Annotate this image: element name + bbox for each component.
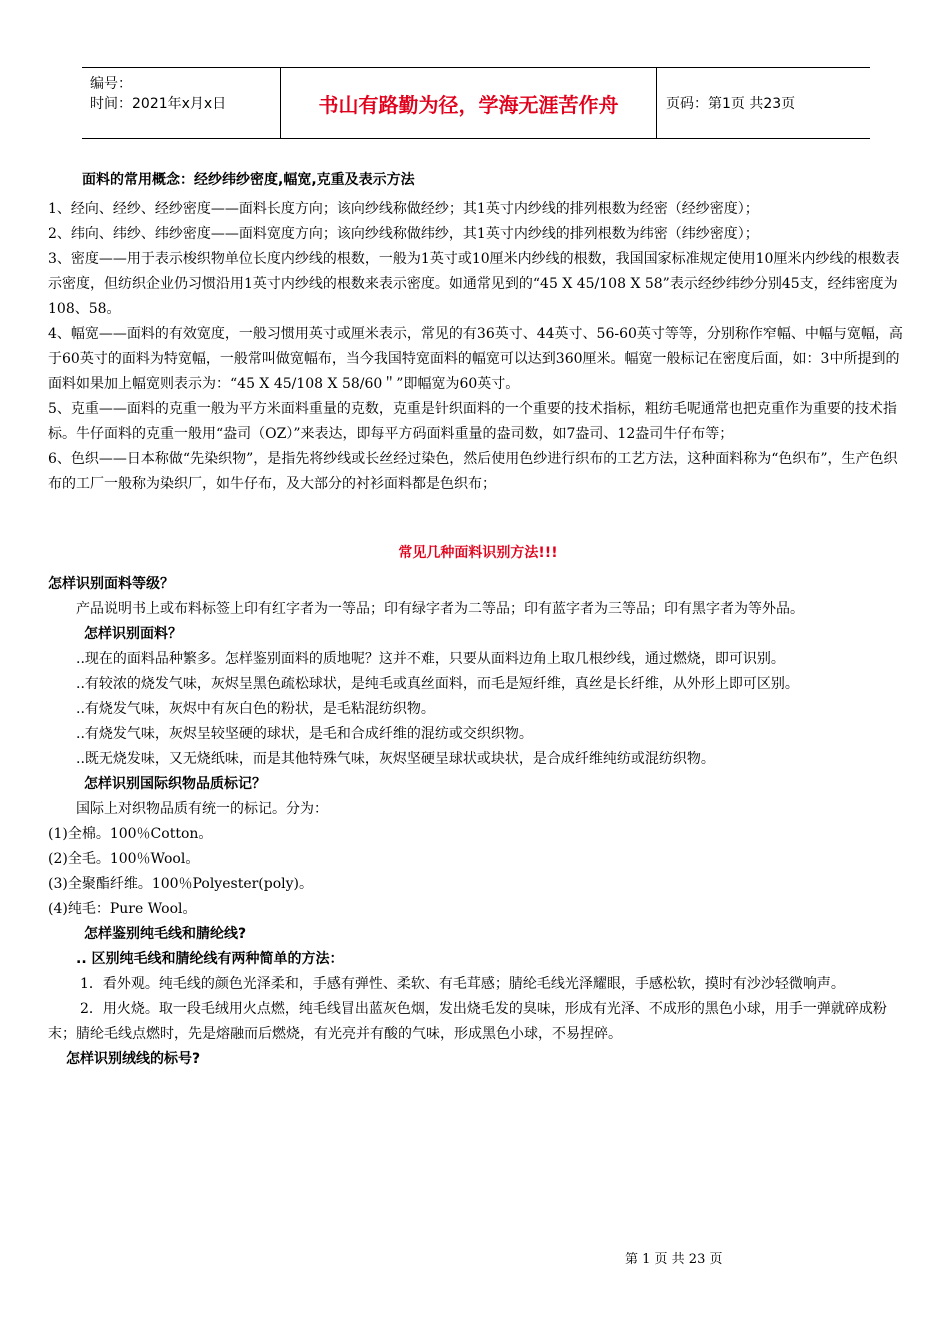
question-heading: 怎样识别绒线的标号? xyxy=(66,1051,201,1067)
question-heading: 怎样识别面料等级？ xyxy=(48,576,174,592)
answer-paragraph: ..有较浓的烧发气味，灰烬呈黑色疏松球状，是纯毛或真丝面料，而毛是短纤维，真丝是长纤维，从外形上即可区别。 xyxy=(76,676,799,692)
sub-heading: .. 区别纯毛线和腈纶线有两种简单的方法： xyxy=(76,951,344,967)
list-item: (4)纯毛：Pure Wool。 xyxy=(48,901,197,917)
list-item: (1)全棉。100％Cotton。 xyxy=(48,826,213,842)
answer-paragraph: 国际上对织物品质有统一的标记。分为： xyxy=(76,801,328,817)
answer-paragraph: 1．看外观。纯毛线的颜色光泽柔和，手感有弹性、柔软、有毛茸感；腈纶毛线光泽耀眼，手感松软，摸时有沙沙轻微响声。 xyxy=(80,976,845,992)
question-heading: 怎样鉴别纯毛线和腈纶线? xyxy=(84,926,247,942)
concept-item: 4、幅宽——面料的有效宽度，一般习惯用英寸或厘米表示，常见的有36英寸、44英寸、56-60英寸等等，分别称作窄幅、中幅与宽幅，高于60英寸的面料为特宽幅，一般常叫做宽幅布，当今我国特宽面料的幅宽可以达到360厘米。幅宽一般标记在密度后面，如：3中所提到的面料如果加上幅宽则表示为：“45 X 45/108 X 58/60＂”即幅宽为60英寸。 xyxy=(48,326,903,392)
section-title: 常见几种面料识别方法!!! xyxy=(398,545,558,561)
answer-paragraph: ..有烧发气味，灰烬中有灰白色的粉状，是毛粘混纺织物。 xyxy=(76,701,435,717)
concept-item: 3、密度——用于表示梭织物单位长度内纱线的根数，一般为1英寸或10厘米内纱线的根数，我国国家标准规定使用10厘米内纱线的根数表示密度，但纺织企业仍习惯沿用1英寸内纱线的根数来表示密度。如通常见到的“45 X 45/108 X 58”表示经纱纬纱分别45支，经纬密度为108、58。 xyxy=(48,251,900,317)
list-item: (3)全聚酯纤维。100％Polyester(poly)。 xyxy=(48,876,313,892)
concept-item: 6、色织——日本称做“先染织物”，是指先将纱线或长丝经过染色，然后使用色纱进行织布的工艺方法，这种面料称为“色织布”，生产色织布的工厂一般称为染织厂，如牛仔布，及大部分的衬衫面料都是色织布； xyxy=(48,451,898,492)
answer-paragraph: 2．用火烧。取一段毛绒用火点燃，纯毛线冒出蓝灰色烟，发出烧毛发的臭味，形成有光泽、不成形的黑色小球，用手一弹就碎成粉末；腈纶毛线点燃时，先是熔融而后燃烧，有光亮并有酸的气味，形成黑色小球，不易捏碎。 xyxy=(48,1001,887,1042)
answer-paragraph: ..既无烧发味，又无烧纸味，而是其他特殊气味，灰烬坚硬呈球状或块状，是合成纤维纯纺或混纺织物。 xyxy=(76,751,715,767)
answer-paragraph: ..现在的面料品种繁多。怎样鉴别面料的质地呢？这并不难，只要从面料边角上取几根纱线，通过燃烧，即可识别。 xyxy=(76,651,785,667)
question-heading: 怎样识别国际织物品质标记？ xyxy=(84,776,266,792)
header-page-label: 页码：第1页 共23页 xyxy=(666,96,796,112)
doc-number-label: 编号： xyxy=(90,76,132,92)
page-header xyxy=(82,67,870,139)
question-heading: 怎样识别面料？ xyxy=(84,626,182,642)
header-info xyxy=(82,68,280,138)
header-motto: 书山有路勤为径，学海无涯苦作舟 xyxy=(280,68,657,138)
doc-title: 面料的常用概念：经纱纬纱密度,幅宽,克重及表示方法 xyxy=(82,172,415,188)
doc-date-label: 时间：2021年x月x日 xyxy=(90,96,227,112)
list-item: (2)全毛。100％Wool。 xyxy=(48,851,200,867)
page-footer: 第 1 页 共 23 页 xyxy=(625,1252,723,1267)
answer-paragraph: 产品说明书上或布料标签上印有红字者为一等品；印有绿字者为二等品；印有蓝字者为三等品；印有黑字者为等外品。 xyxy=(76,601,804,617)
concept-item: 5、克重——面料的克重一般为平方米面料重量的克数，克重是针织面料的一个重要的技术指标，粗纺毛呢通常也把克重作为重要的技术指标。牛仔面料的克重一般用“盎司（OZ）”来表达，即每平方码面料重量的盎司数，如7盎司、12盎司牛仔布等； xyxy=(48,401,897,442)
answer-paragraph: ..有烧发气味，灰烬呈较坚硬的球状，是毛和合成纤维的混纺或交织织物。 xyxy=(76,726,533,742)
document-body xyxy=(48,168,908,1072)
concept-item: 2、纬向、纬纱、纬纱密度——面料宽度方向；该向纱线称做纬纱，其1英寸内纱线的排列根数为纬密（纬纱密度）； xyxy=(48,226,759,242)
concept-item: 1、经向、经纱、经纱密度——面料长度方向；该向纱线称做经纱；其1英寸内纱线的排列根数为经密（经纱密度）； xyxy=(48,201,759,217)
